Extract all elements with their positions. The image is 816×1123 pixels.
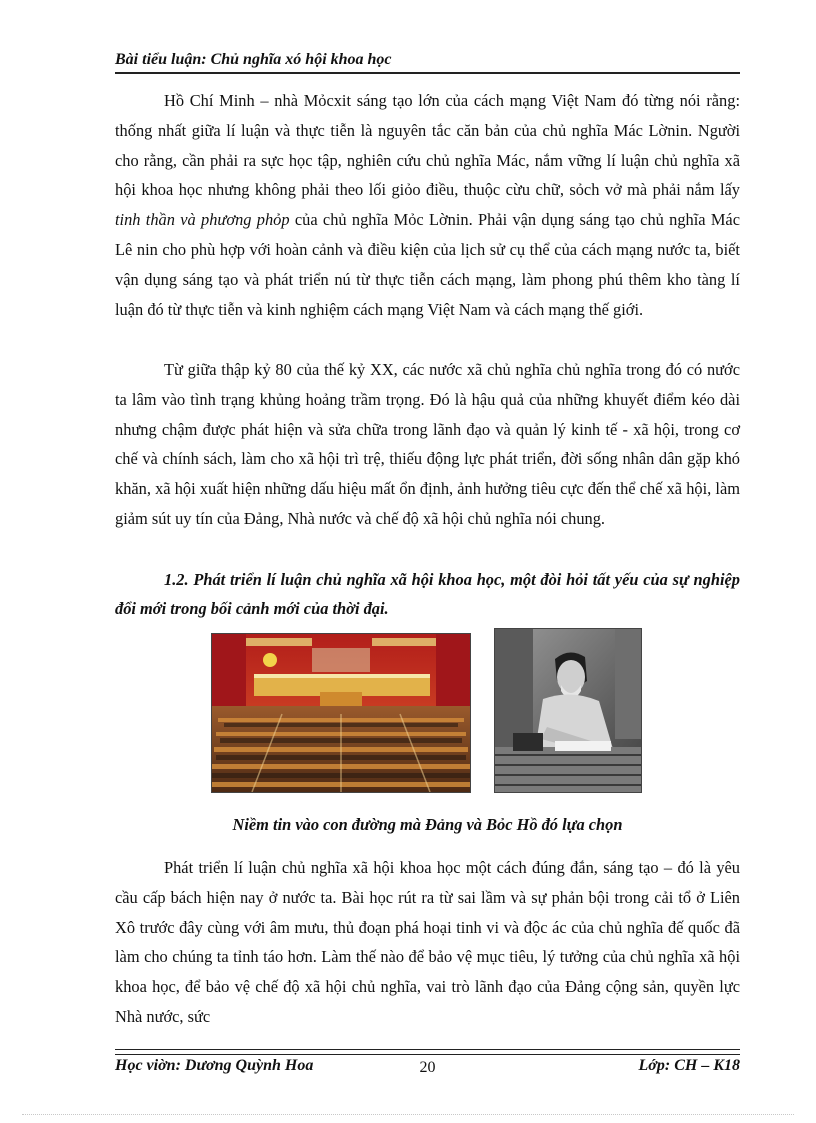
paragraph-2-text: Từ giữa thập kỷ 80 của thế kỷ XX, các nước xã chủ nghĩa chủ nghĩa trong đó có nước ta lâm vào tình trạng khủng hoảng trầm trọng. Đó là hậu quả của những khuyết điểm kéo dài nhưng chậm được phát hiện và sửa chữa trong lãnh đạo và quản lý kinh tế - xã hội, trong cơ chế và chính sách, làm cho xã hội trì trệ, thiếu động lực phát triển, đời sống nhân dân gặp khó khăn, xã hội xuất hiện những dấu hiệu mất ổn định, ảnh hưởng tiêu cực đến thể chế xã hội, làm giảm sút uy tín của Đảng, Nhà nước và chế độ xã hội chủ nghĩa nói chung. <box>115 360 740 528</box>
page-header <box>115 50 740 74</box>
congress-hall-photo <box>211 633 471 793</box>
page-number: 20 <box>419 1059 436 1076</box>
footer-rule <box>115 1049 740 1055</box>
footer-student: Học viờn: Dương Quỳnh Hoa <box>115 1057 314 1074</box>
section-heading: 1.2. Phát triển lí luận chủ nghĩa xã hội khoa học, một đòi hỏi tất yếu của sự nghiệp đổi mới trong bối cảnh mới của thời đại. <box>115 570 740 618</box>
footer-class: Lớp: CH – K18 <box>638 1057 740 1074</box>
page-footer <box>115 1049 740 1083</box>
paragraph-2 <box>115 355 740 534</box>
paragraph-1 <box>115 86 740 324</box>
page-edge-divider <box>22 1114 794 1115</box>
paragraph-3-text: Phát triển lí luận chủ nghĩa xã hội khoa học một cách đúng đắn, sáng tạo – đó là yêu cầu cấp bách hiện nay ở nước ta. Bài học rút ra từ sai lầm và sự phản bội trong cải tổ ở Liên Xô trước đây cùng với âm mưu, thủ đoạn phá hoại tinh vi và độc ác của chủ nghĩa đế quốc đã làm cho chúng ta tỉnh táo hơn. Làm thế nào để bảo vệ mục tiêu, lý tưởng của chủ nghĩa xã hội khoa học, để bảo vệ chế độ xã hội chủ nghĩa, vai trò lãnh đạo của Đảng cộng sản, quyền lực Nhà nước, sức <box>115 858 740 1026</box>
paragraph-3 <box>115 853 740 1032</box>
paragraph-1-text-b: của chủ nghĩa Mỏc Lờnin. Phải vận dụng sáng tạo chủ nghĩa Mác Lê nin cho phù hợp với hoàn cảnh và điều kiện của lịch sử cụ thể của cách mạng nước ta, biết vận dụng sáng tạo và phát triển nú từ thực tiễn cách mạng, làm phong phú thêm kho tàng lí luận đó từ thực tiễn và kinh nghiệm cách mạng Việt Nam và cách mạng thế giới. <box>115 210 740 319</box>
ho-chi-minh-writing-photo <box>494 628 642 793</box>
header-title: Bài tiểu luận: Chủ nghĩa xó hội khoa học <box>115 51 392 68</box>
photo-caption: Niềm tin vào con đường mà Đảng và Bỏc Hồ đó lựa chọn <box>232 815 623 834</box>
paragraph-1-text-a: Hồ Chí Minh – nhà Mỏcxit sáng tạo lớn của cách mạng Việt Nam đó từng nói rằng: thống nhất giữa lí luận và thực tiễn là nguyên tắc căn bản của chủ nghĩa Mác Lờnin. Người cho rằng, cần phải ra sực học tập, nghiên cứu chủ nghĩa Mác, nắm vững lí luận chủ nghĩa xã hội khoa học nhưng không phải theo lối giỏo điều, thuộc cừu chữ, sỏch vở mà phải nắm lấy <box>115 91 740 200</box>
paragraph-1-italic-phrase: tinh thần và phương phỏp <box>115 210 290 230</box>
